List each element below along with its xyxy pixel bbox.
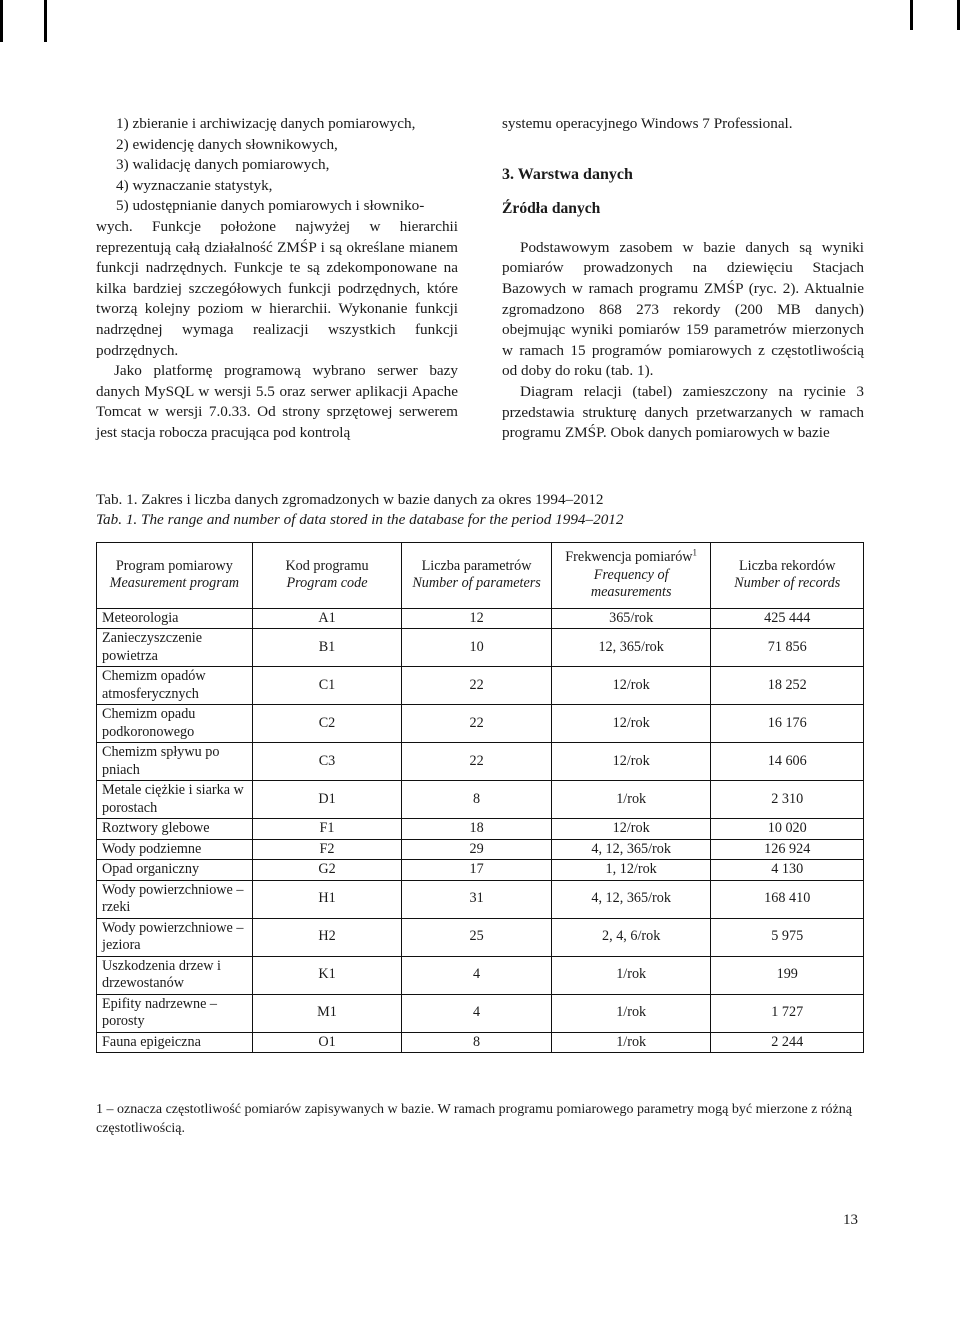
table-cell: H1: [252, 880, 402, 918]
table-cell: 1 727: [711, 994, 864, 1032]
table-cell: G2: [252, 860, 402, 881]
table-cell: 2 244: [711, 1032, 864, 1053]
table-cell: 126 924: [711, 839, 864, 860]
table-cell: F1: [252, 819, 402, 840]
table-cell: O1: [252, 1032, 402, 1053]
table-cell: K1: [252, 956, 402, 994]
paragraph: systemu operacyjnego Windows 7 Professional.: [502, 115, 793, 132]
left-column: [96, 114, 458, 444]
table-cell: 16 176: [711, 705, 864, 743]
table-cell: 2, 4, 6/rok: [551, 918, 711, 956]
function-list: [96, 114, 458, 217]
table-cell: M1: [252, 994, 402, 1032]
program-name-cell: Roztwory glebowe: [97, 819, 253, 840]
table-cell: 168 410: [711, 880, 864, 918]
list-item: 2) ewidencję danych słownikowych,: [116, 135, 338, 153]
program-name-cell: Chemizm spływu po pniach: [97, 743, 253, 781]
table-row: [97, 667, 864, 705]
table-cell: 4 130: [711, 860, 864, 881]
table-cell: 25: [402, 918, 552, 956]
column-header: Liczba rekordów Number of records: [711, 543, 864, 609]
table-cell: C1: [252, 667, 402, 705]
table-caption: [96, 490, 623, 530]
program-name-cell: Metale ciężkie i siarka w porostach: [97, 781, 253, 819]
table-cell: 12/rok: [551, 819, 711, 840]
table-cell: F2: [252, 839, 402, 860]
table-cell: B1: [252, 629, 402, 667]
table-header-row: [97, 543, 864, 609]
subsection-heading: Źródła danych: [502, 200, 601, 218]
crop-mark: [44, 0, 47, 42]
page-number: 13: [843, 1212, 858, 1228]
table-cell: 18: [402, 819, 552, 840]
table-cell: A1: [252, 608, 402, 629]
table-row: [97, 781, 864, 819]
table-row: [97, 839, 864, 860]
table-cell: 12/rok: [551, 743, 711, 781]
table-footnote: 1 – oznacza częstotliwość pomiarów zapisywanych w bazie. W ramach programu pomiarowego parametry mogą być mierzone z różną częstotliwością.: [96, 1102, 852, 1136]
table-cell: 4, 12, 365/rok: [551, 839, 711, 860]
program-name-cell: Zanieczyszczenie powietrza: [97, 629, 253, 667]
program-name-cell: Epifity nadrzewne – porosty: [97, 994, 253, 1032]
table-cell: 17: [402, 860, 552, 881]
column-header: Liczba parametrów Number of parameters: [402, 543, 552, 609]
table-row: [97, 956, 864, 994]
program-name-cell: Meteorologia: [97, 608, 253, 629]
table-cell: 2 310: [711, 781, 864, 819]
program-name-cell: Opad organiczny: [97, 860, 253, 881]
program-name-cell: Wody podziemne: [97, 839, 253, 860]
table-cell: 4, 12, 365/rok: [551, 880, 711, 918]
table-row: [97, 743, 864, 781]
table-cell: 12/rok: [551, 705, 711, 743]
table-cell: 71 856: [711, 629, 864, 667]
table-cell: 8: [402, 1032, 552, 1053]
table-cell: 10: [402, 629, 552, 667]
table-cell: 1/rok: [551, 994, 711, 1032]
table-row: [97, 819, 864, 840]
table-cell: 5 975: [711, 918, 864, 956]
caption-polish: Tab. 1. Zakres i liczba danych zgromadzonych w bazie danych za okres 1994–2012: [96, 491, 604, 508]
program-name-cell: Wody powierzchniowe – rzeki: [97, 880, 253, 918]
footnote-marker: 1: [692, 547, 698, 558]
table-row: [97, 994, 864, 1032]
table-cell: C2: [252, 705, 402, 743]
table-cell: 1/rok: [551, 956, 711, 994]
table-row: [97, 860, 864, 881]
table-row: [97, 880, 864, 918]
paragraph: Podstawowym zasobem w bazie danych są wyniki pomiarów prowadzonych na dziewięciu Stacjach Bazowych w ramach programu ZMŚP (ryc. 2). Aktualnie zgromadzono 868 273 rekordy (200 MB danych) obejmując wyniki pomiarów 159 parametrów mierzonych w ramach 15 programów pomiarowych z częstotliwością od doby do roku (tab. 1).: [502, 238, 864, 380]
table-cell: 31: [402, 880, 552, 918]
table-cell: 4: [402, 994, 552, 1032]
table-cell: 22: [402, 667, 552, 705]
list-item: 3) walidację danych pomiarowych,: [116, 156, 330, 174]
data-table: [96, 542, 864, 1053]
table-cell: 10 020: [711, 819, 864, 840]
table-row: [97, 705, 864, 743]
list-item: 5) udostępnianie danych pomiarowych i słowniko-: [116, 197, 425, 215]
paragraph: wych. Funkcje położone najwyżej w hierarchii reprezentują całą działalność ZMŚP i są określane mianem funkcji nadrzędnych. Funkcje te są zdekomponowane na kilka bardziej szczegółowych funkcji podrzędnych, które tworzą kolejny poziom w hierarchii. Wykonanie funkcji nadrzędnej wymaga realizacji wszystkich funkcji podrzędnych.: [96, 217, 458, 359]
table-cell: 1/rok: [551, 781, 711, 819]
crop-mark: [910, 0, 913, 30]
table-cell: D1: [252, 781, 402, 819]
table-row: [97, 608, 864, 629]
table-cell: 29: [402, 839, 552, 860]
table-row: [97, 629, 864, 667]
column-header: Kod programu Program code: [252, 543, 402, 609]
table-cell: 12: [402, 608, 552, 629]
paragraph: Jako platformę programową wybrano serwer bazy danych MySQL w wersji 5.5 oraz serwer aplikacji Apache Tomcat w wersji 7.0.33. Od strony sprzętowej serwerem jest stacja robocza pracująca pod kontrolą: [96, 362, 458, 441]
crop-mark: [0, 0, 3, 42]
right-column: [502, 114, 864, 444]
program-name-cell: Chemizm opadu podkoronowego: [97, 705, 253, 743]
program-name-cell: Fauna epigeiczna: [97, 1032, 253, 1053]
table-cell: 14 606: [711, 743, 864, 781]
program-name-cell: Wody powierzchniowe – jeziora: [97, 918, 253, 956]
table-cell: H2: [252, 918, 402, 956]
table-cell: 1/rok: [551, 1032, 711, 1053]
table-cell: 22: [402, 743, 552, 781]
table-cell: 18 252: [711, 667, 864, 705]
table-cell: 425 444: [711, 608, 864, 629]
table-cell: C3: [252, 743, 402, 781]
table-row: [97, 918, 864, 956]
table-cell: 365/rok: [551, 608, 711, 629]
paragraph: Diagram relacji (tabel) zamieszczony na rycinie 3 przedstawia strukturę danych przetwarzanych w ramach programu ZMŚP. Obok danych pomiarowych w bazie: [502, 382, 864, 442]
table-row: [97, 1032, 864, 1053]
table-cell: 12/rok: [551, 667, 711, 705]
table-cell: 1, 12/rok: [551, 860, 711, 881]
table-cell: 12, 365/rok: [551, 629, 711, 667]
section-heading: 3. Warstwa danych: [502, 165, 633, 183]
list-item: 4) wyznaczanie statystyk,: [116, 176, 273, 194]
program-name-cell: Uszkodzenia drzew i drzewostanów: [97, 956, 253, 994]
table-cell: 4: [402, 956, 552, 994]
table-cell: 8: [402, 781, 552, 819]
column-header: Frekwencja pomiarów$^1$ Frequency of measurements: [551, 543, 711, 609]
table-cell: 199: [711, 956, 864, 994]
list-item: 1) zbieranie i archiwizację danych pomiarowych,: [116, 115, 416, 132]
column-header: Program pomiarowy Measurement program: [97, 543, 253, 609]
table-cell: 22: [402, 705, 552, 743]
program-name-cell: Chemizm opadów atmosferycznych: [97, 667, 253, 705]
caption-english: Tab. 1. The range and number of data stored in the database for the period 1994–2012: [96, 511, 624, 528]
